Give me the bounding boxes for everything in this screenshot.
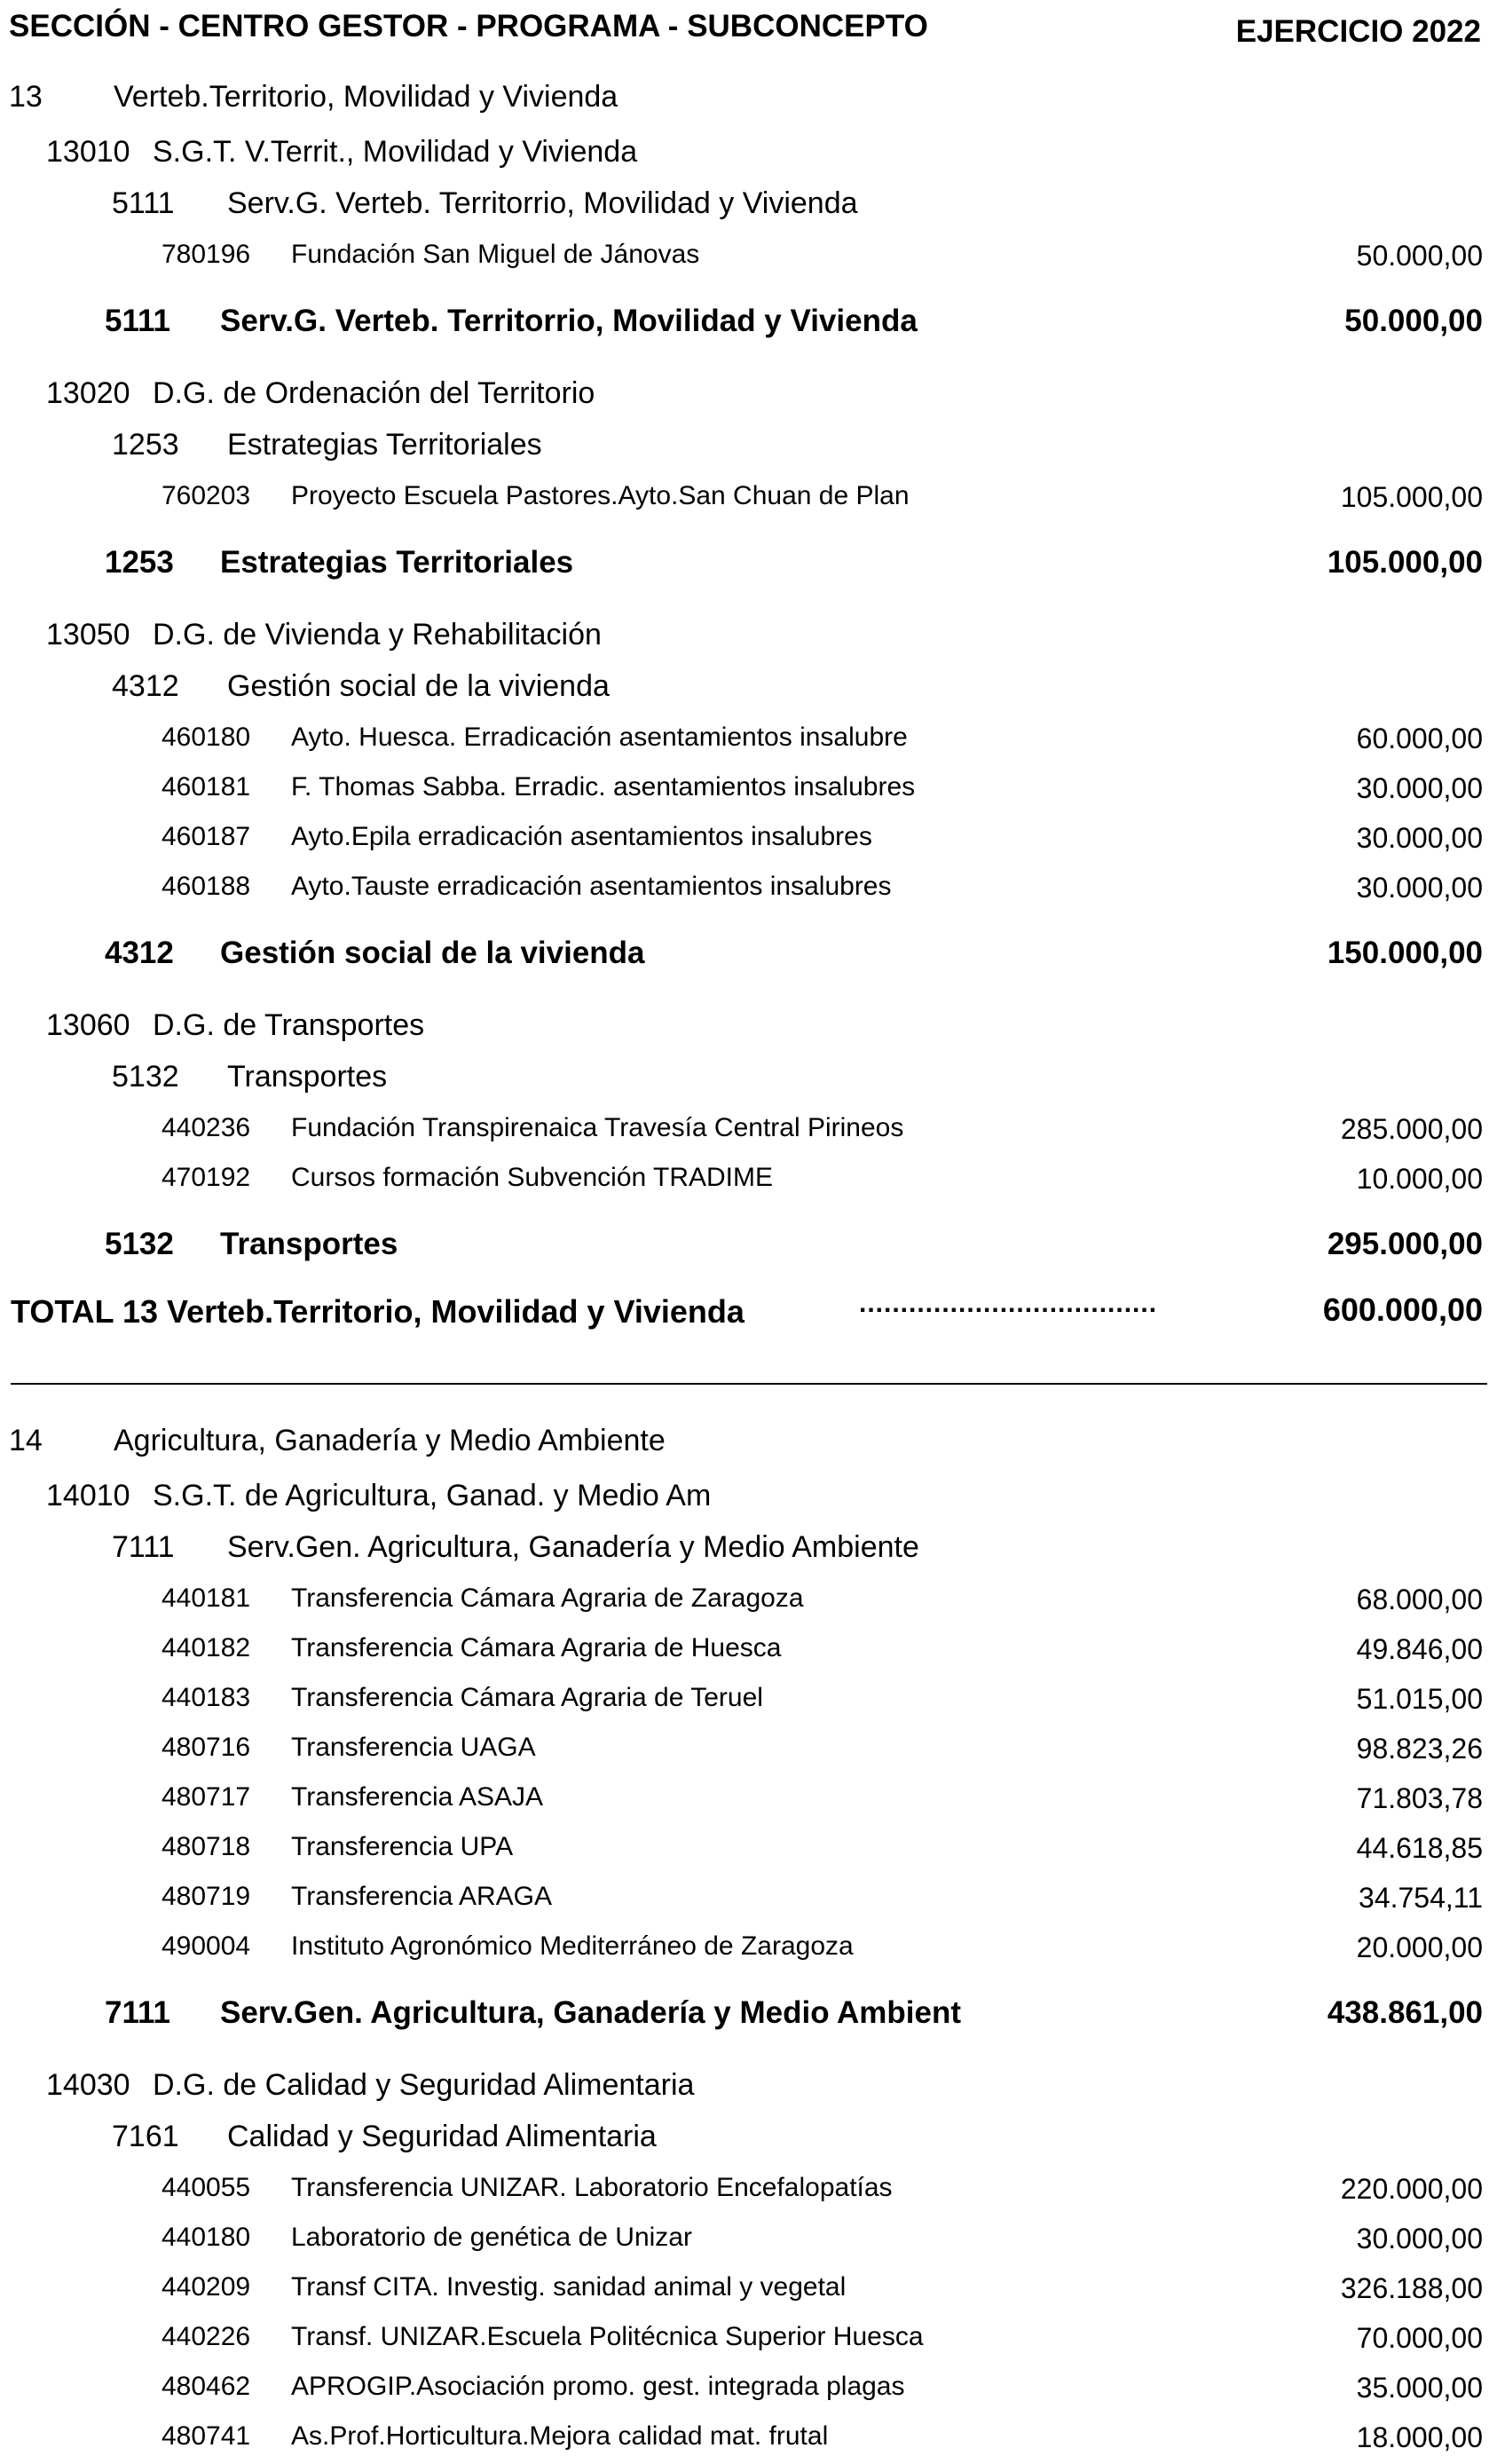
- subconcepto-amount: 51.015,00: [1356, 1683, 1483, 1715]
- subconcepto-code: 460188: [162, 872, 251, 901]
- subconcepto-amount: 285.000,00: [1340, 1113, 1483, 1145]
- subconcepto-amount: 18.000,00: [1356, 2421, 1483, 2453]
- programa-subtotal-label: Gestión social de la vivienda: [220, 936, 645, 970]
- subconcepto-code: 480719: [162, 1882, 251, 1911]
- subconcepto-amount: 30.000,00: [1356, 772, 1483, 804]
- subconcepto-name: Cursos formación Subvención TRADIME: [291, 1163, 773, 1192]
- subconcepto-code: 490004: [162, 1931, 251, 1961]
- subconcepto-amount: 98.823,26: [1356, 1733, 1483, 1765]
- centro-gestor-code: 14010: [46, 1479, 130, 1512]
- subconcepto-name: As.Prof.Horticultura.Mejora calidad mat. frutal: [291, 2421, 829, 2451]
- subconcepto-code: 460180: [162, 723, 251, 752]
- subconcepto-amount: 30.000,00: [1356, 872, 1483, 904]
- programa-subtotal-amount: 105.000,00: [1327, 545, 1483, 580]
- section-total-amount: 600.000,00: [1322, 1291, 1483, 1328]
- subconcepto-amount: 326.188,00: [1340, 2272, 1483, 2304]
- programa-subtotal-code: 5132: [105, 1227, 174, 1261]
- subconcepto-name: Instituto Agronómico Mediterráneo de Zaragoza: [291, 1931, 854, 1961]
- subconcepto-code: 760203: [162, 481, 251, 510]
- programa-code: 7161: [112, 2120, 179, 2153]
- centro-gestor-name: D.G. de Vivienda y Rehabilitación: [153, 618, 602, 652]
- centro-gestor-code: 13020: [46, 376, 130, 410]
- subconcepto-name: Ayto. Huesca. Erradicación asentamientos insalubre: [291, 723, 908, 752]
- programa-code: 7111: [112, 1530, 175, 1564]
- section-name: Agricultura, Ganadería y Medio Ambiente: [114, 1424, 666, 1457]
- programa-subtotal-code: 5111: [105, 304, 170, 338]
- subconcepto-name: APROGIP.Asociación promo. gest. integrada plagas: [291, 2372, 905, 2401]
- section-code: 14: [9, 1424, 43, 1457]
- subconcepto-code: 440209: [162, 2272, 251, 2302]
- subconcepto-amount: 220.000,00: [1340, 2173, 1483, 2205]
- subconcepto-amount: 71.803,78: [1356, 1782, 1483, 1814]
- programa-subtotal-amount: 150.000,00: [1327, 936, 1483, 970]
- programa-name: Serv.G. Verteb. Territorrio, Movilidad y Vivienda: [227, 186, 858, 220]
- subconcepto-code: 440183: [162, 1683, 251, 1712]
- subconcepto-name: Transferencia ARAGA: [291, 1882, 553, 1911]
- subconcepto-code: 480462: [162, 2372, 251, 2401]
- programa-subtotal-code: 4312: [105, 936, 174, 970]
- subconcepto-code: 480718: [162, 1832, 251, 1861]
- centro-gestor-name: S.G.T. V.Territ., Movilidad y Vivienda: [153, 135, 638, 169]
- subconcepto-name: F. Thomas Sabba. Erradic. asentamientos insalubres: [291, 772, 916, 802]
- subconcepto-code: 480716: [162, 1733, 251, 1762]
- document-header-title: SECCIÓN - CENTRO GESTOR - PROGRAMA - SUBCONCEPTO: [9, 9, 928, 43]
- programa-code: 5111: [112, 186, 175, 220]
- programa-subtotal-amount: 50.000,00: [1344, 304, 1483, 338]
- programa-name: Estrategias Territoriales: [227, 428, 542, 462]
- section-divider: [11, 1383, 1487, 1385]
- centro-gestor-name: D.G. de Transportes: [153, 1008, 425, 1042]
- subconcepto-amount: 30.000,00: [1356, 2223, 1483, 2255]
- section-name: Verteb.Territorio, Movilidad y Vivienda: [114, 80, 618, 114]
- subconcepto-name: Fundación San Miguel de Jánovas: [291, 240, 700, 269]
- subconcepto-code: 480717: [162, 1782, 251, 1812]
- programa-subtotal-label: Estrategias Territoriales: [220, 545, 574, 580]
- subconcepto-amount: 30.000,00: [1356, 822, 1483, 854]
- subconcepto-amount: 50.000,00: [1356, 240, 1483, 272]
- centro-gestor-name: D.G. de Ordenación del Territorio: [153, 376, 595, 410]
- programa-subtotal-label: Serv.Gen. Agricultura, Ganadería y Medio Ambient: [220, 1995, 962, 2030]
- subconcepto-code: 470192: [162, 1163, 251, 1192]
- subconcepto-amount: 35.000,00: [1356, 2372, 1483, 2404]
- subconcepto-code: 440236: [162, 1113, 251, 1142]
- subconcepto-name: Transferencia ASAJA: [291, 1782, 544, 1812]
- subconcepto-name: Fundación Transpirenaica Travesía Central Pirineos: [291, 1113, 904, 1142]
- subconcepto-code: 440226: [162, 2322, 251, 2351]
- programa-subtotal-amount: 438.861,00: [1327, 1995, 1483, 2030]
- centro-gestor-code: 13010: [46, 135, 130, 169]
- programa-name: Calidad y Seguridad Alimentaria: [227, 2120, 657, 2153]
- subconcepto-name: Ayto.Tauste erradicación asentamientos insalubres: [291, 872, 892, 901]
- subconcepto-code: 440180: [162, 2223, 251, 2252]
- subconcepto-code: 440182: [162, 1633, 251, 1662]
- section-total-label: TOTAL 13 Verteb.Territorio, Movilidad y Vivienda: [11, 1293, 744, 1330]
- centro-gestor-code: 13050: [46, 618, 130, 652]
- centro-gestor-code: 13060: [46, 1008, 130, 1042]
- subconcepto-amount: 10.000,00: [1356, 1163, 1483, 1195]
- document-header-year: EJERCICIO 2022: [1235, 14, 1481, 49]
- subconcepto-name: Transferencia UNIZAR. Laboratorio Encefalopatías: [291, 2173, 893, 2202]
- section-total-leader-dots: ....................................: [859, 1289, 1158, 1318]
- programa-name: Transportes: [227, 1060, 388, 1094]
- subconcepto-name: Ayto.Epila erradicación asentamientos insalubres: [291, 822, 872, 851]
- programa-subtotal-code: 7111: [105, 1995, 170, 2030]
- subconcepto-code: 480741: [162, 2421, 251, 2451]
- subconcepto-name: Transferencia UPA: [291, 1832, 514, 1861]
- subconcepto-amount: 105.000,00: [1340, 481, 1483, 513]
- programa-code: 1253: [112, 428, 179, 462]
- subconcepto-amount: 68.000,00: [1356, 1583, 1483, 1615]
- subconcepto-name: Transferencia UAGA: [291, 1733, 536, 1762]
- programa-code: 4312: [112, 669, 179, 703]
- subconcepto-amount: 44.618,85: [1356, 1832, 1483, 1864]
- centro-gestor-name: S.G.T. de Agricultura, Ganad. y Medio Am: [153, 1479, 712, 1512]
- subconcepto-name: Proyecto Escuela Pastores.Ayto.San Chuan de Plan: [291, 481, 910, 510]
- subconcepto-code: 780196: [162, 240, 251, 269]
- subconcepto-code: 440055: [162, 2173, 251, 2202]
- programa-name: Gestión social de la vivienda: [227, 669, 610, 703]
- section-code: 13: [9, 80, 43, 114]
- subconcepto-name: Transferencia Cámara Agraria de Teruel: [291, 1683, 763, 1712]
- subconcepto-code: 440181: [162, 1583, 251, 1613]
- subconcepto-code: 460187: [162, 822, 251, 851]
- subconcepto-amount: 49.846,00: [1356, 1633, 1483, 1665]
- subconcepto-amount: 20.000,00: [1356, 1931, 1483, 1963]
- programa-code: 5132: [112, 1060, 179, 1094]
- subconcepto-name: Transf CITA. Investig. sanidad animal y vegetal: [291, 2272, 847, 2302]
- programa-subtotal-amount: 295.000,00: [1327, 1227, 1483, 1261]
- programa-subtotal-label: Serv.G. Verteb. Territorrio, Movilidad y Vivienda: [220, 304, 918, 338]
- subconcepto-name: Laboratorio de genética de Unizar: [291, 2223, 692, 2252]
- centro-gestor-code: 14030: [46, 2068, 130, 2102]
- subconcepto-amount: 60.000,00: [1356, 723, 1483, 754]
- subconcepto-amount: 34.754,11: [1359, 1882, 1483, 1914]
- subconcepto-code: 460181: [162, 772, 251, 802]
- subconcepto-name: Transferencia Cámara Agraria de Huesca: [291, 1633, 782, 1662]
- centro-gestor-name: D.G. de Calidad y Seguridad Alimentaria: [153, 2068, 695, 2102]
- programa-subtotal-label: Transportes: [220, 1227, 398, 1261]
- subconcepto-name: Transferencia Cámara Agraria de Zaragoza: [291, 1583, 804, 1613]
- subconcepto-name: Transf. UNIZAR.Escuela Politécnica Superior Huesca: [291, 2322, 924, 2351]
- subconcepto-amount: 70.000,00: [1356, 2322, 1483, 2354]
- programa-name: Serv.Gen. Agricultura, Ganadería y Medio Ambiente: [227, 1530, 919, 1564]
- programa-subtotal-code: 1253: [105, 545, 174, 580]
